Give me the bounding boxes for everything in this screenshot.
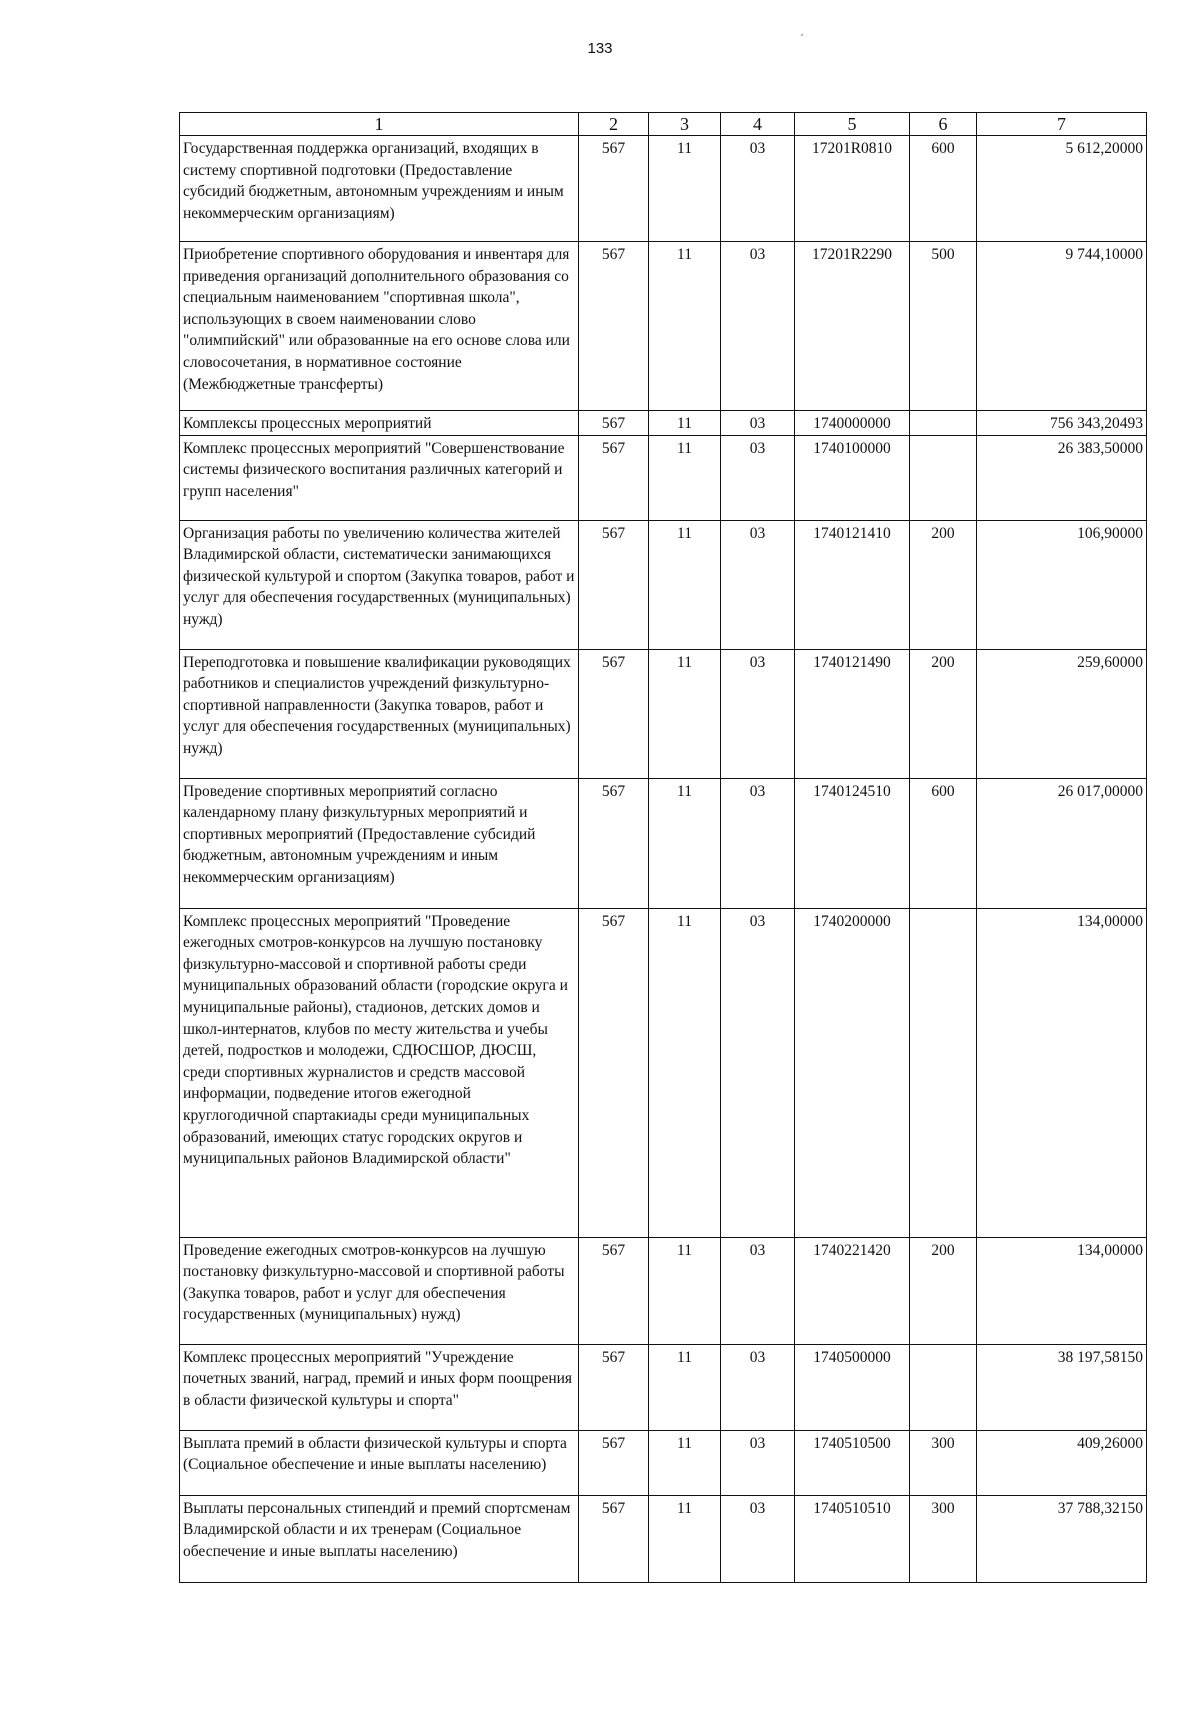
expense-type-code: 500 — [910, 242, 977, 411]
table-row — [180, 435, 1147, 520]
amount-value: 9 744,10000 — [977, 242, 1147, 411]
table-row — [180, 1430, 1147, 1495]
column-header: 4 — [721, 113, 795, 136]
table-row — [180, 649, 1147, 778]
row-description: Комплекс процессных мероприятий "Проведение ежегодных смотров-конкурсов на лучшую постановку физкультурно-массовой и спортивной работы среди муниципальных образований области (городские округа и муниципальные районы), стадионов, детских домов и школ-интернатов, клубов по месту жительства и учебы детей, подростков и молодежи, СДЮСШОР, ДЮСШ, среди спортивных журналистов и средств массовой информации, подведение итогов ежегодной круглогодичной спартакиады среди муниципальных образований, имеющих статус городских округов и муниципальных районов Владимирской области" — [180, 908, 579, 1237]
column-header: 5 — [795, 113, 910, 136]
table-row — [180, 1344, 1147, 1430]
target-article-code: 1740200000 — [795, 908, 910, 1237]
expense-type-code: 200 — [910, 520, 977, 649]
subsection-code: 03 — [721, 1495, 795, 1582]
section-code: 11 — [649, 1430, 721, 1495]
target-article-code: 1740500000 — [795, 1344, 910, 1430]
ministry-code: 567 — [579, 1237, 649, 1344]
amount-value: 38 197,58150 — [977, 1344, 1147, 1430]
row-description: Комплекс процессных мероприятий "Учреждение почетных званий, наград, премий и иных форм поощрения в области физической культуры и спорта" — [180, 1344, 579, 1430]
table-row — [180, 778, 1147, 908]
ministry-code: 567 — [579, 908, 649, 1237]
subsection-code: 03 — [721, 908, 795, 1237]
column-header: 7 — [977, 113, 1147, 136]
ministry-code: 567 — [579, 136, 649, 242]
budget-table — [179, 112, 1147, 1583]
target-article-code: 1740121490 — [795, 649, 910, 778]
table-row — [180, 520, 1147, 649]
ministry-code: 567 — [579, 1495, 649, 1582]
section-code: 11 — [649, 411, 721, 436]
section-code: 11 — [649, 778, 721, 908]
target-article-code: 1740100000 — [795, 435, 910, 520]
target-article-code: 1740000000 — [795, 411, 910, 436]
amount-value: 106,90000 — [977, 520, 1147, 649]
expense-type-code: 300 — [910, 1495, 977, 1582]
ministry-code: 567 — [579, 411, 649, 436]
table-header-row — [180, 113, 1147, 136]
table-row — [180, 1495, 1147, 1582]
section-code: 11 — [649, 136, 721, 242]
scan-speck: ˊ — [800, 32, 804, 46]
column-header: 1 — [180, 113, 579, 136]
expense-type-code: 300 — [910, 1430, 977, 1495]
target-article-code: 17201R0810 — [795, 136, 910, 242]
row-description: Государственная поддержка организаций, входящих в систему спортивной подготовки (Предоставление субсидий бюджетным, автономным учреждениям и иным некоммерческим организациям) — [180, 136, 579, 242]
ministry-code: 567 — [579, 1344, 649, 1430]
amount-value: 756 343,20493 — [977, 411, 1147, 436]
expense-type-code — [910, 1344, 977, 1430]
amount-value: 5 612,20000 — [977, 136, 1147, 242]
amount-value: 409,26000 — [977, 1430, 1147, 1495]
section-code: 11 — [649, 908, 721, 1237]
subsection-code: 03 — [721, 242, 795, 411]
subsection-code: 03 — [721, 1344, 795, 1430]
expense-type-code: 600 — [910, 778, 977, 908]
row-description: Переподготовка и повышение квалификации руководящих работников и специалистов учреждений физкультурно-спортивной направленности (Закупка товаров, работ и услуг для обеспечения государственных (муниципальных) нужд) — [180, 649, 579, 778]
row-description: Комплекс процессных мероприятий "Совершенствование системы физического воспитания различных категорий и групп населения" — [180, 435, 579, 520]
page-number: 133 — [587, 40, 613, 57]
table-row — [180, 411, 1147, 436]
amount-value: 26 383,50000 — [977, 435, 1147, 520]
table-row — [180, 908, 1147, 1237]
section-code: 11 — [649, 649, 721, 778]
subsection-code: 03 — [721, 136, 795, 242]
row-description: Приобретение спортивного оборудования и инвентаря для приведения организаций дополнительного образования со специальным наименованием "спортивная школа", использующих в своем наименовании слово "олимпийский" или образованные на его основе слова или словосочетания, в нормативное состояние (Межбюджетные трансферты) — [180, 242, 579, 411]
subsection-code: 03 — [721, 778, 795, 908]
ministry-code: 567 — [579, 242, 649, 411]
section-code: 11 — [649, 1344, 721, 1430]
row-description: Организация работы по увеличению количества жителей Владимирской области, систематически занимающихся физической культурой и спортом (Закупка товаров, работ и услуг для обеспечения государственных (муниципальных) нужд) — [180, 520, 579, 649]
row-description: Выплаты персональных стипендий и премий спортсменам Владимирской области и их тренерам (Социальное обеспечение и иные выплаты населению) — [180, 1495, 579, 1582]
ministry-code: 567 — [579, 649, 649, 778]
amount-value: 259,60000 — [977, 649, 1147, 778]
amount-value: 134,00000 — [977, 908, 1147, 1237]
ministry-code: 567 — [579, 435, 649, 520]
row-description: Комплексы процессных мероприятий — [180, 411, 579, 436]
expense-type-code — [910, 908, 977, 1237]
target-article-code: 1740124510 — [795, 778, 910, 908]
section-code: 11 — [649, 1495, 721, 1582]
target-article-code: 1740121410 — [795, 520, 910, 649]
ministry-code: 567 — [579, 778, 649, 908]
subsection-code: 03 — [721, 411, 795, 436]
table-row — [180, 242, 1147, 411]
expense-type-code: 600 — [910, 136, 977, 242]
amount-value: 134,00000 — [977, 1237, 1147, 1344]
expense-type-code — [910, 411, 977, 436]
row-description: Проведение спортивных мероприятий согласно календарному плану физкультурных мероприятий и спортивных мероприятий (Предоставление субсидий бюджетным, автономным учреждениям и иным некоммерческим организациям) — [180, 778, 579, 908]
expense-type-code: 200 — [910, 649, 977, 778]
column-header: 3 — [649, 113, 721, 136]
table-row — [180, 1237, 1147, 1344]
row-description: Проведение ежегодных смотров-конкурсов на лучшую постановку физкультурно-массовой и спортивной работы (Закупка товаров, работ и услуг для обеспечения государственных (муниципальных) нужд) — [180, 1237, 579, 1344]
subsection-code: 03 — [721, 1430, 795, 1495]
expense-type-code: 200 — [910, 1237, 977, 1344]
ministry-code: 567 — [579, 520, 649, 649]
target-article-code: 1740221420 — [795, 1237, 910, 1344]
subsection-code: 03 — [721, 649, 795, 778]
subsection-code: 03 — [721, 1237, 795, 1344]
section-code: 11 — [649, 242, 721, 411]
expense-type-code — [910, 435, 977, 520]
amount-value: 37 788,32150 — [977, 1495, 1147, 1582]
section-code: 11 — [649, 435, 721, 520]
section-code: 11 — [649, 520, 721, 649]
subsection-code: 03 — [721, 435, 795, 520]
target-article-code: 1740510500 — [795, 1430, 910, 1495]
column-header: 2 — [579, 113, 649, 136]
ministry-code: 567 — [579, 1430, 649, 1495]
target-article-code: 17201R2290 — [795, 242, 910, 411]
target-article-code: 1740510510 — [795, 1495, 910, 1582]
table-row — [180, 136, 1147, 242]
column-header: 6 — [910, 113, 977, 136]
amount-value: 26 017,00000 — [977, 778, 1147, 908]
row-description: Выплата премий в области физической культуры и спорта (Социальное обеспечение и иные выплаты населению) — [180, 1430, 579, 1495]
section-code: 11 — [649, 1237, 721, 1344]
subsection-code: 03 — [721, 520, 795, 649]
